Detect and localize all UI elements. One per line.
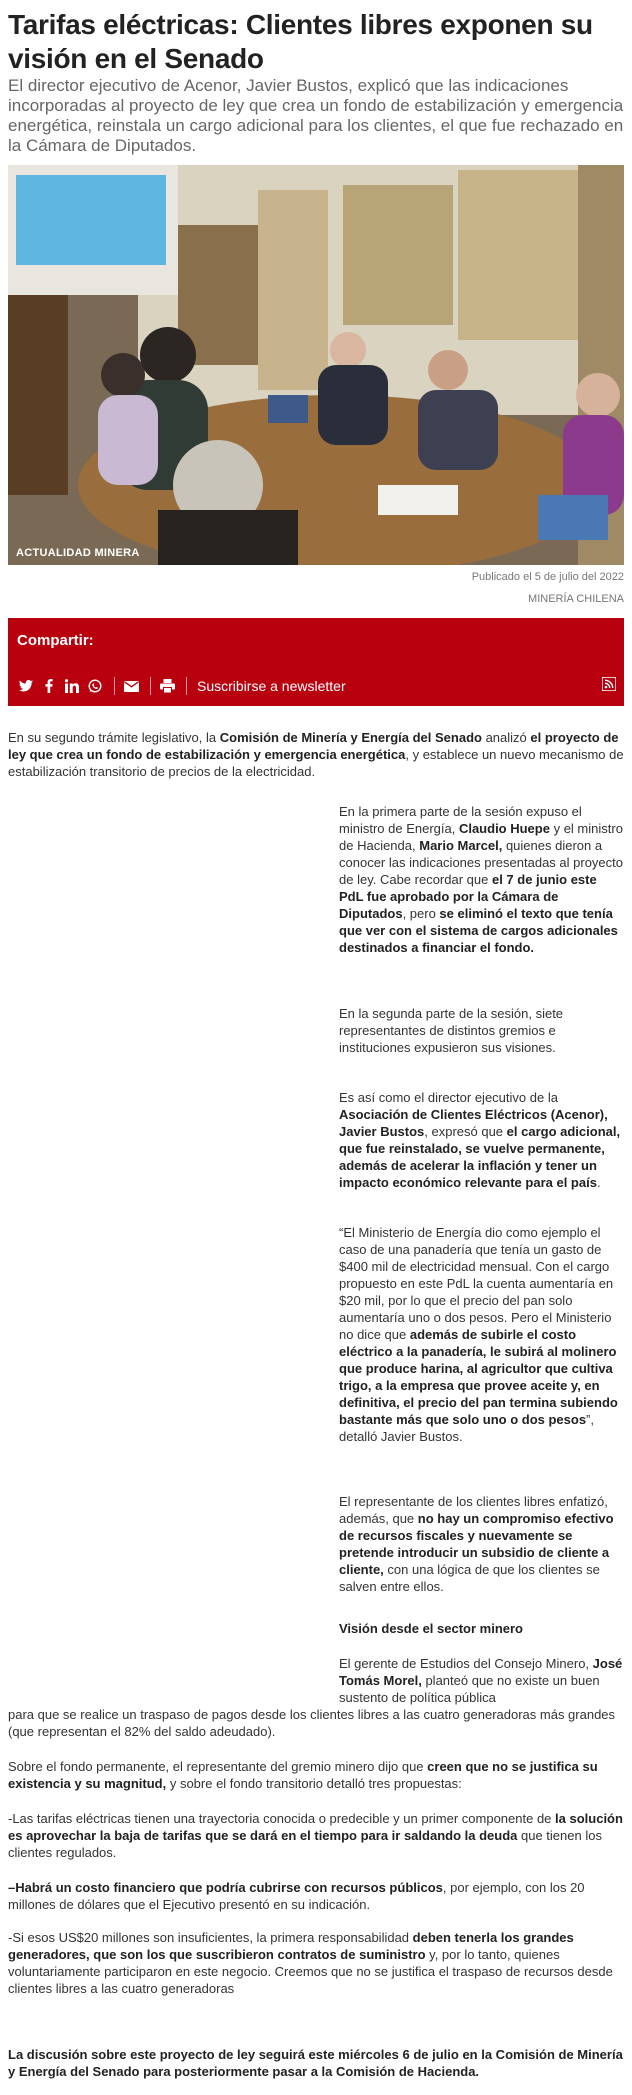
source-name: MINERÍA CHILENA	[528, 593, 624, 605]
share-bar	[8, 618, 624, 706]
article-photo	[8, 165, 624, 565]
proposal-item: –Habrá un costo financiero que podría cubrirse con recursos públicos, por ejemplo, con los 20 millones de dólares que el Ejecutivo presentó en su indicación.	[8, 1880, 585, 1912]
closing-paragraph: La discusión sobre este proyecto de ley seguirá este miércoles 6 de julio en la Comisión de Minería y Energía del Senado para posteriormente pasar a la Comisión de Hacienda.	[8, 2047, 623, 2079]
share-divider	[114, 677, 115, 695]
meeting-room-photo	[8, 165, 624, 565]
print-icon[interactable]	[157, 676, 177, 696]
email-icon[interactable]	[121, 676, 141, 696]
subheading: Visión desde el sector minero	[339, 1621, 523, 1636]
share-actions	[16, 674, 616, 698]
paragraph: Es así como el director ejecutivo de la Asociación de Clientes Eléctricos (Acenor), Javier Bustos, expresó que el cargo adicional, que fue reinstalado, se vuelve permanente, además de acelerar la inflación y tener un impacto económico relevante para el país.	[339, 1090, 621, 1190]
share-title: Compartir:	[17, 632, 94, 649]
paragraph: El representante de los clientes libres enfatizó, además, que no hay un compromiso efectivo de recursos fiscales y nuevamente se pretende introducir un subsidio de cliente a cliente, con una lógica de que los clientes se salven entre ellos.	[339, 1494, 614, 1594]
share-divider	[150, 677, 151, 695]
proposal-item: -Si esos US$20 millones son insuficientes, la primera responsabilidad deben tenerla los grandes generadores, que son los que suscribieron contratos de suministro y, por lo tanto, quienes voluntariamente participaron en este negocio. Creemos que no se justifica el traspaso de recursos desde clientes libres a las cuatro generadoras	[8, 1930, 613, 1996]
photo-credit: ACTUALIDAD MINERA	[16, 547, 140, 559]
twitter-icon[interactable]	[16, 676, 36, 696]
paragraph: Sobre el fondo permanente, el representante del gremio minero dijo que creen que no se justifica su existencia y su magnitud, y sobre el fondo transitorio detalló tres propuestas:	[8, 1759, 598, 1791]
paragraph-intro: En su segundo trámite legislativo, la Comisión de Minería y Energía del Senado analizó el proyecto de ley que crea un fondo de estabilización y emergencia energética, y establece un nuevo mecanismo de estabilización transitorio de precios de la electricidad.	[8, 730, 624, 779]
linkedin-icon[interactable]	[62, 676, 82, 696]
share-divider	[186, 677, 187, 695]
quote-paragraph: “El Ministerio de Energía dio como ejemplo el caso de una panadería que tenía un gasto de $400 mil de electricidad mensual. Con el cargo propuesto en este PdL la cuenta aumentaría en $20 mil, por lo que el precio del pan solo aumentaría uno o dos pesos. Pero el Ministerio no dice que además de subirle el costo eléctrico a la panadería, le subirá al molinero que produce harina, al agricultor que cultiva trigo, a la empresa que provee aceite y, en definitiva, el precio del pan termina subiendo bastante más que solo uno o dos pesos”, detalló Javier Bustos.	[339, 1225, 618, 1444]
facebook-icon[interactable]	[39, 676, 59, 696]
paragraph: En la segunda parte de la sesión, siete representantes de distintos gremios e instituciones expusieron sus visiones.	[339, 1006, 564, 1055]
paragraph-continued: para que se realice un traspaso de pagos desde los clientes libres a las cuatro generadoras más grandes (que representan el 82% del saldo adeudado).	[8, 1707, 616, 1739]
publish-date: Publicado el 5 de julio del 2022	[471, 571, 624, 583]
proposal-item: -Las tarifas eléctricas tienen una trayectoria conocida o predecible y un primer componente de la solución es aprovechar la baja de tarifas que se dará en el tiempo para ir saldando la deuda que tienen los clientes regulados.	[8, 1811, 623, 1860]
article-title: Tarifas eléctricas: Clientes libres exponen su visión en el Senado	[8, 9, 593, 74]
rss-icon[interactable]	[602, 677, 616, 696]
paragraph: El gerente de Estudios del Consejo Minero, José Tomás Morel, planteó que no existe un buen sustento de política pública	[339, 1656, 623, 1705]
paragraph: En la primera parte de la sesión expuso el ministro de Energía, Claudio Huepe y el ministro de Hacienda, Mario Marcel, quienes dieron a conocer las indicaciones presentadas al proyecto de ley. Cabe recordar que el 7 de junio este PdL fue aprobado por la Cámara de Diputados, pero se eliminó el texto que tenía que ver con el sistema de cargos adicionales destinados a financiar el fondo.	[339, 804, 624, 955]
newsletter-link[interactable]: Suscribirse a newsletter	[197, 678, 346, 694]
article-summary: El director ejecutivo de Acenor, Javier Bustos, explicó que las indicaciones incorporadas al proyecto de ley que crea un fondo de estabilización y emergencia energética, reinstala un cargo adicional para los clientes, el que fue rechazado en la Cámara de Diputados.	[8, 76, 624, 155]
whatsapp-icon[interactable]	[85, 676, 105, 696]
